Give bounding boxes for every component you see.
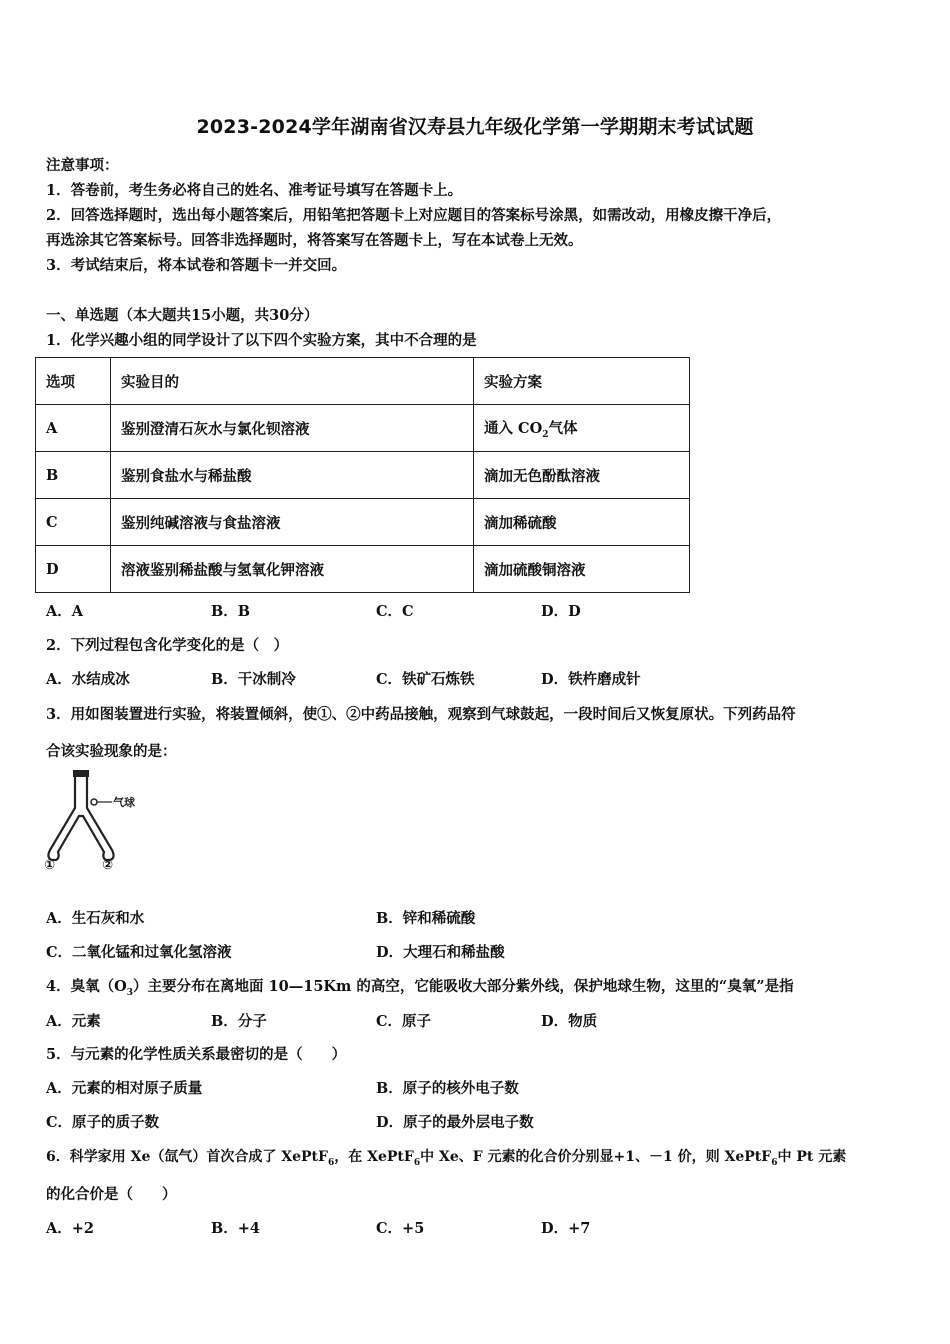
table-cell-plan: 滴加无色酚酞溶液 bbox=[474, 452, 690, 499]
table-cell-plan: 滴加硫酸铜溶液 bbox=[474, 546, 690, 593]
q6-subscript: 6 bbox=[327, 1157, 335, 1168]
choice-a[interactable]: A．A bbox=[46, 603, 84, 620]
choice-c[interactable]: C．原子 bbox=[376, 1013, 432, 1030]
choice-c[interactable]: C．+5 bbox=[376, 1220, 425, 1237]
choice-d[interactable]: D．D bbox=[541, 603, 581, 620]
table-cell-option: C bbox=[36, 499, 111, 546]
table-row bbox=[36, 499, 690, 546]
balloon-label: 气球 bbox=[113, 796, 135, 809]
y-tube-figure bbox=[42, 768, 152, 876]
choice-a[interactable]: A．生石灰和水 bbox=[46, 910, 145, 927]
q6-stem-text: 6．科学家用 Xe（氙气）首次合成了 XePtF bbox=[46, 1149, 328, 1165]
choice-a[interactable]: A．元素 bbox=[46, 1013, 101, 1030]
table-cell-plan bbox=[474, 405, 690, 452]
table-cell-option: B bbox=[36, 452, 111, 499]
choice-b[interactable]: B．原子的核外电子数 bbox=[376, 1080, 519, 1097]
table-row bbox=[36, 452, 690, 499]
q3-stem-cont: 合该实验现象的是： bbox=[46, 743, 177, 760]
q6-stem-text: 中 Pt 元素 bbox=[777, 1149, 847, 1165]
q6-stem bbox=[46, 1146, 846, 1168]
choice-d[interactable]: D．物质 bbox=[541, 1013, 598, 1030]
choice-c[interactable]: C．原子的质子数 bbox=[46, 1114, 160, 1131]
y-tube-diagram bbox=[42, 768, 152, 876]
q3-stem: 3．用如图装置进行实验，将装置倾斜，使①、②中药品接触，观察到气球鼓起，一段时间后又恢复原状。下列药品符 bbox=[46, 706, 796, 723]
choice-b[interactable]: B．B bbox=[211, 603, 251, 620]
table-row bbox=[36, 546, 690, 593]
choice-b[interactable]: B．锌和稀硫酸 bbox=[376, 910, 476, 927]
q6-stem-text: ，在 XePtF bbox=[334, 1149, 414, 1165]
tube-label-2: ② bbox=[102, 858, 114, 873]
q1-stem: 1．化学兴趣小组的同学设计了以下四个实验方案，其中不合理的是 bbox=[46, 332, 477, 349]
choice-b[interactable]: B．分子 bbox=[211, 1013, 267, 1030]
table-header-cell: 选项 bbox=[36, 358, 111, 405]
table-header-cell: 实验目的 bbox=[111, 358, 474, 405]
plan-text: 通入 CO bbox=[484, 419, 543, 437]
q6-subscript: 6 bbox=[771, 1157, 778, 1168]
q6-stem-text: 中 Xe、F 元素的化合价分别显+1、－1 价，则 XePtF bbox=[420, 1149, 772, 1165]
choice-a[interactable]: A．元素的相对原子质量 bbox=[46, 1080, 203, 1097]
tube-outline bbox=[48, 777, 113, 860]
tube-label-1: ① bbox=[44, 858, 56, 873]
notice-item: 再选涂其它答案标号。回答非选择题时，将答案写在答题卡上，写在本试卷上无效。 bbox=[46, 232, 583, 249]
balloon-icon bbox=[91, 799, 97, 805]
q5-stem: 5．与元素的化学性质关系最密切的是（ ） bbox=[46, 1046, 347, 1063]
table-header-row bbox=[36, 358, 690, 405]
q4-subscript: 3 bbox=[126, 987, 133, 998]
plan-text: 气体 bbox=[548, 419, 578, 437]
table-header-cell: 实验方案 bbox=[474, 358, 690, 405]
choice-d[interactable]: D．大理石和稀盐酸 bbox=[376, 944, 505, 961]
choice-d[interactable]: D．原子的最外层电子数 bbox=[376, 1114, 534, 1131]
table-cell-option: A bbox=[36, 405, 111, 452]
choice-a[interactable]: A．水结成冰 bbox=[46, 671, 130, 688]
table-cell-purpose: 鉴别食盐水与稀盐酸 bbox=[111, 452, 474, 499]
table-cell-purpose: 鉴别纯碱溶液与食盐溶液 bbox=[111, 499, 474, 546]
q6-stem-cont: 的化合价是（ ） bbox=[46, 1186, 177, 1203]
choice-a[interactable]: A．+2 bbox=[46, 1220, 94, 1237]
plan-subscript: 2 bbox=[542, 429, 549, 440]
table-cell-purpose: 鉴别澄清石灰水与氯化钡溶液 bbox=[111, 405, 474, 452]
table-cell-option: D bbox=[36, 546, 111, 593]
notice-item: 1．答卷前，考生务必将自己的姓名、准考证号填写在答题卡上。 bbox=[46, 182, 463, 199]
choice-c[interactable]: C．铁矿石炼铁 bbox=[376, 671, 475, 688]
q6-subscript: 6 bbox=[413, 1157, 421, 1168]
stopper-icon bbox=[73, 770, 89, 777]
choice-d[interactable]: D．+7 bbox=[541, 1220, 591, 1237]
q2-stem: 2．下列过程包含化学变化的是（ ） bbox=[46, 637, 289, 654]
notice-item: 3．考试结束后，将本试卷和答题卡一并交回。 bbox=[46, 257, 347, 274]
choice-c[interactable]: C．C bbox=[376, 603, 414, 620]
choice-d[interactable]: D．铁杵磨成针 bbox=[541, 671, 641, 688]
q1-options-table bbox=[35, 357, 690, 593]
choice-c[interactable]: C．二氧化锰和过氧化氢溶液 bbox=[46, 944, 232, 961]
table-cell-purpose: 溶液鉴别稀盐酸与氢氧化钾溶液 bbox=[111, 546, 474, 593]
notice-item: 2．回答选择题时，选出每小题答案后，用铅笔把答题卡上对应题目的答案标号涂黑，如需改动，用橡皮擦干净后， bbox=[46, 207, 782, 224]
page-title: 2023-2024学年湖南省汉寿县九年级化学第一学期期末考试试题 bbox=[196, 116, 754, 138]
section-heading: 一、单选题（本大题共15小题，共30分） bbox=[46, 307, 319, 324]
choice-b[interactable]: B．干冰制冷 bbox=[211, 671, 296, 688]
table-cell-plan: 滴加稀硫酸 bbox=[474, 499, 690, 546]
q4-stem-text: 4．臭氧（O bbox=[46, 978, 127, 995]
q4-stem bbox=[46, 975, 794, 998]
choice-b[interactable]: B．+4 bbox=[211, 1220, 260, 1237]
q4-stem-text: ）主要分布在离地面 10—15Km 的高空，它能吸收大部分紫外线，保护地球生物，这里的“臭氧”是指 bbox=[133, 978, 794, 995]
notice-heading: 注意事项： bbox=[46, 157, 119, 174]
table-row bbox=[36, 405, 690, 452]
